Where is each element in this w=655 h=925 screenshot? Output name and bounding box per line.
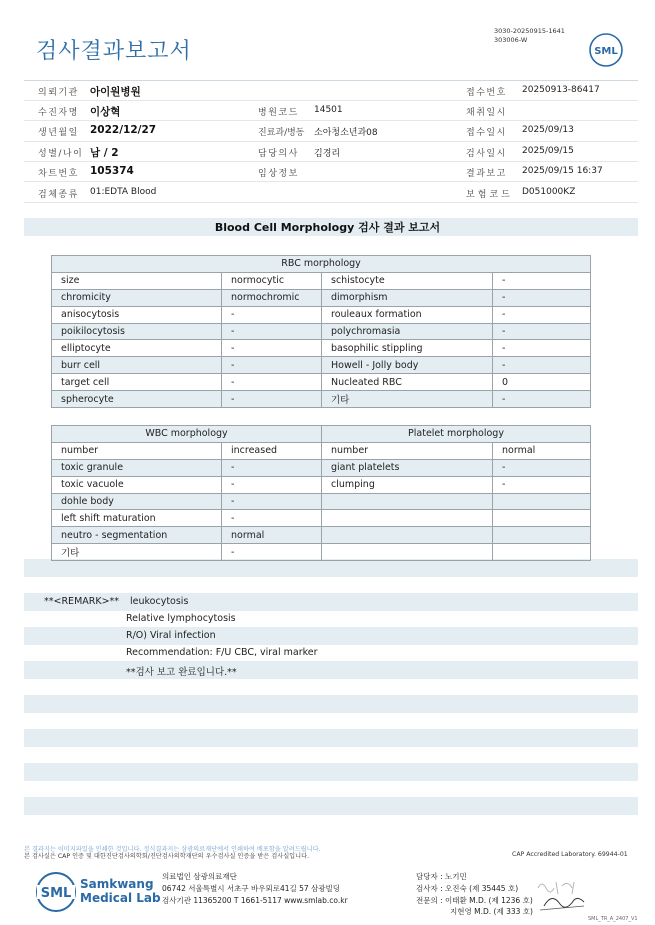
remark-line: Relative lymphocytosis [126,613,236,624]
divider [24,161,638,162]
doctor-label: 담당의사 [258,149,299,159]
specialist: 전문의 : 이태환 M.D. (제 1236 호) [416,896,533,905]
rbc-item: basophilic stippling [322,340,493,357]
rbc-item: burr cell [52,357,222,374]
sex-age-label: 성별/나이 [38,149,84,159]
brand-name [80,877,161,905]
rbc-result: - [222,306,322,323]
platelet-result [493,527,591,544]
brand-line: Medical Lab [80,891,161,905]
divider [24,202,638,203]
platelet-result [493,493,591,510]
rbc-result: normochromic [222,289,322,306]
rbc-item: 기타 [322,391,493,408]
platelet-result: - [493,476,591,493]
platelet-item: giant platelets [322,459,493,476]
org-contact: 검사기관 11365200 T 1661-5117 www.smlab.co.kr [162,896,348,905]
specimen-value: 01:EDTA Blood [90,187,157,197]
rbc-item: Nucleated RBC [322,374,493,391]
hospital-label: 의뢰기관 [38,88,79,98]
rbc-item: poikilocytosis [52,323,222,340]
rbc-item: schistocyte [322,272,493,289]
sex-age-value: 남 / 2 [90,147,119,159]
wbc-result: - [222,476,322,493]
rbc-result: - [222,323,322,340]
platelet-item: clumping [322,476,493,493]
hospital-value: 아이원병원 [90,86,141,98]
report-label: 결과보고 [466,169,507,179]
test-date-value: 2025/09/15 [522,146,574,156]
wbc-item: 기타 [52,544,222,561]
wbc-item: dohle body [52,493,222,510]
background-band [24,559,638,577]
document-id-line: 303006-W [494,36,528,44]
wbc-result: - [222,493,322,510]
rbc-result: - [493,340,591,357]
wbc-result: normal [222,527,322,544]
rbc-result: - [222,374,322,391]
wbc-item: left shift maturation [52,510,222,527]
rbc-result: 0 [493,374,591,391]
insurance-label: 보험코드 [466,190,513,200]
cap-accreditation: CAP Accredited Laboratory. 69944-01 [512,851,628,858]
org-address: 06742 서울특별시 서초구 바우뫼로41길 57 삼광빌딩 [162,884,341,893]
background-band [24,797,638,815]
platelet-result [493,510,591,527]
test-date-label: 검사일시 [466,149,507,159]
birth-value: 2022/12/27 [90,124,157,136]
received-value: 2025/09/13 [522,125,574,135]
platelet-result: - [493,459,591,476]
brand-line: Samkwang [80,877,154,891]
patient-label: 수진자명 [38,108,79,118]
rbc-item: polychromasia [322,323,493,340]
birth-label: 생년월일 [38,128,79,138]
remark-line: leukocytosis [130,596,189,607]
specialist: 지현영 M.D. (제 333 호) [450,907,533,916]
receipt-no-label: 접수번호 [466,88,507,98]
platelet-item [322,527,493,544]
background-band [24,695,638,713]
sml-footer-logo [34,870,78,914]
rbc-item: chromicity [52,289,222,306]
chart-label: 차트번호 [38,169,79,179]
tester: 검사자 : 오진숙 (제 35445 호) [416,884,519,893]
manager: 담당자 : 노기민 [416,872,467,881]
rbc-result: - [493,323,591,340]
divider [24,181,638,182]
wbc-item: toxic vacuole [52,476,222,493]
platelet-item [322,493,493,510]
rbc-item: spherocyte [52,391,222,408]
rbc-result: - [493,289,591,306]
platelet-item [322,544,493,561]
svg-text:SML: SML [40,886,72,901]
rbc-result: - [493,391,591,408]
rbc-result: - [222,391,322,408]
wbc-item: number [52,442,222,459]
rbc-result: normocytic [222,272,322,289]
certification-notice: 본 검사실은 CAP 인증 및 대한진단검사의학회/진단검사의학재단의 우수검사실 인증을 받은 검사실입니다. [24,853,310,860]
background-band [24,627,638,645]
report-title: Blood Cell Morphology 검사 결과 보고서 [214,221,441,234]
hospital-code-value: 14501 [314,105,343,115]
insurance-value: D051000KZ [522,187,576,197]
rbc-item: dimorphism [322,289,493,306]
document-id-line: 3030-20250915-1641 [494,27,565,35]
platelet-header: Platelet morphology [322,426,591,443]
wbc-header: WBC morphology [52,426,322,443]
image-notice: 본 결과지는 이미지파일을 인쇄한 것입니다. 정식결과지는 삼광의료재단에서 인쇄하여 배포함을 알려드립니다. [24,846,321,853]
doctor-value: 김경리 [314,149,341,159]
platelet-result: normal [493,442,591,459]
dept-value: 소아청소년과08 [314,128,378,138]
wbc-result: - [222,544,322,561]
divider [24,100,638,101]
rbc-result: - [493,306,591,323]
rbc-result: - [222,340,322,357]
collection-label: 채취일시 [466,108,507,118]
chart-value: 105374 [90,165,134,177]
form-version: SML_TR_A_2407_V1 [588,916,638,922]
wbc-item: toxic granule [52,459,222,476]
org-name: 의료법인 삼광의료재단 [162,872,237,881]
rbc-item: target cell [52,374,222,391]
rbc-item: rouleaux formation [322,306,493,323]
background-band [24,763,638,781]
wbc-item: neutro - segmentation [52,527,222,544]
platelet-item: number [322,442,493,459]
clinical-label: 임상정보 [258,169,299,179]
wbc-result: - [222,459,322,476]
remark-line: R/O) Viral infection [126,630,216,641]
rbc-item: anisocytosis [52,306,222,323]
platelet-item [322,510,493,527]
dept-label: 진료과/병동 [258,128,305,138]
document-id [494,27,565,45]
platelet-result [493,544,591,561]
wbc-result: - [222,510,322,527]
rbc-item: size [52,272,222,289]
signature-image [534,876,594,916]
sml-logo [588,32,624,68]
page-title: 검사결과보고서 [36,39,192,64]
divider [24,80,638,81]
rbc-header: RBC morphology [52,256,591,273]
wbc-platelet-morphology-table [51,425,591,561]
rbc-item: Howell - Jolly body [322,357,493,374]
background-band [24,661,638,679]
hospital-code-label: 병원코드 [258,108,299,118]
divider [24,141,638,142]
report-value: 2025/09/15 16:37 [522,166,603,176]
divider [24,120,638,121]
rbc-item: elliptocyte [52,340,222,357]
rbc-result: - [493,357,591,374]
background-band [24,729,638,747]
specimen-label: 검체종류 [38,190,79,200]
rbc-result: - [222,357,322,374]
patient-value: 이상혁 [90,106,121,118]
rbc-morphology-table [51,255,591,408]
remark-line: Recommendation: F/U CBC, viral marker [126,647,318,658]
rbc-result: - [493,272,591,289]
wbc-result: increased [222,442,322,459]
receipt-no-value: 20250913-86417 [522,85,600,95]
received-label: 접수일시 [466,128,507,138]
remark-label: **<REMARK>** [44,596,120,607]
remark-line: **검사 보고 완료입니다.** [126,667,237,678]
svg-text:SML: SML [594,46,618,57]
